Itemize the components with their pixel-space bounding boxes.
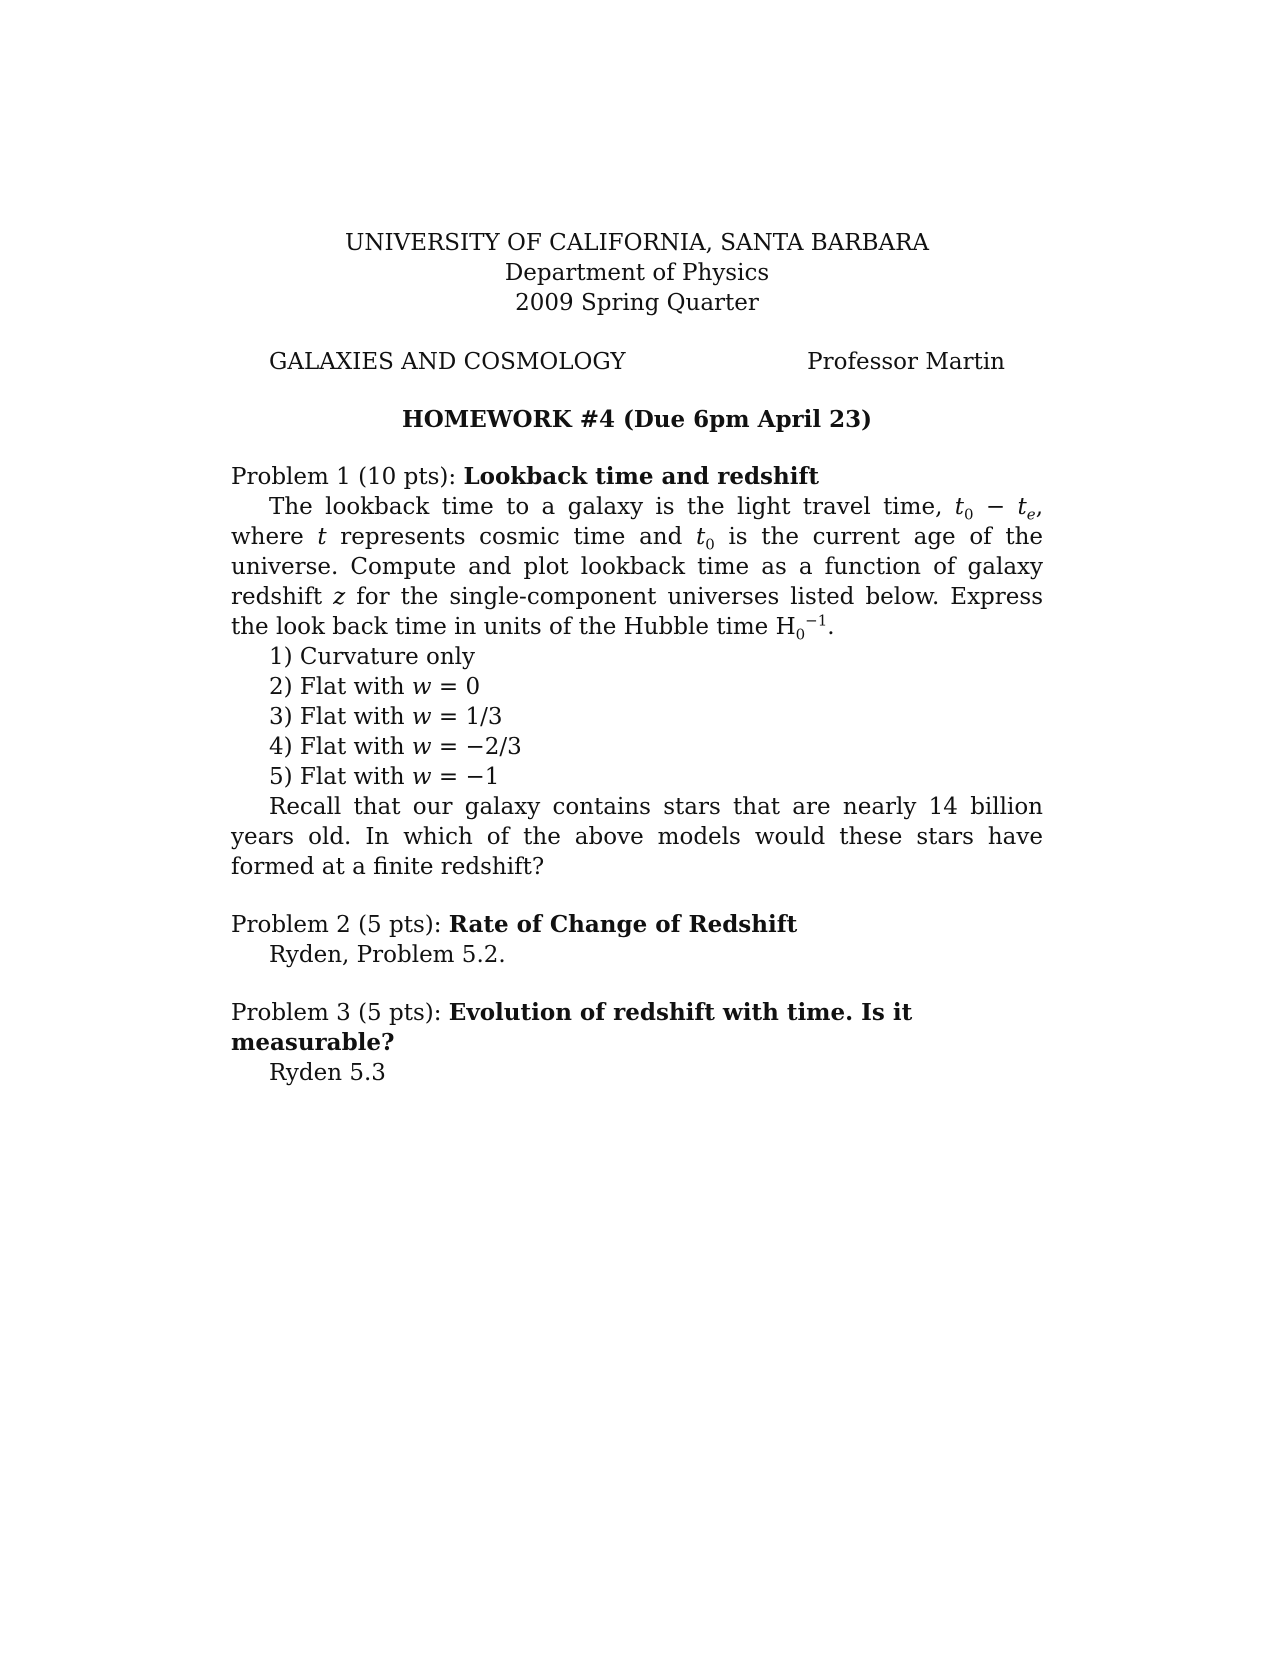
problem-1-recall: Recall that our galaxy contains stars that are nearly 14 billion years old. In which of the above models would these stars have formed at a finite redshift? [231,794,1043,880]
problem-3-heading [231,998,1043,1058]
problem-2 [231,910,1043,970]
problem-2-body: Ryden, Problem 5.2. [269,942,506,968]
term: 2009 Spring Quarter [515,290,759,316]
professor-name: Professor Martin [807,349,1005,375]
university-name: UNIVERSITY OF CALIFORNIA, SANTA BARBARA [344,230,930,256]
list-item: 1) Curvature only [269,644,476,670]
document-page [231,228,1043,1088]
problem-1-label: Problem 1 (10 pts): [231,464,457,490]
problem-1 [231,462,1043,882]
problem-3-label: Problem 3 (5 pts): [231,1000,442,1026]
department-name: Department of Physics [504,260,770,286]
list-item: 2) Flat with w = 0 [269,674,481,700]
list-item: 5) Flat with w = −1 [269,764,500,790]
problem-2-title: Rate of Change of Redshift [448,911,798,938]
list-item: 3) Flat with w = 1/3 [269,704,503,730]
problem-1-heading [231,462,1043,492]
problem-3 [231,998,1043,1088]
problem-1-description: The lookback time to a galaxy is the light travel time, $t_0 - t_e$, where t represents cosmic time and $t_0$ is the current age of the universe. Compute and plot lookback time as a function of galaxy redshift z for the single-component universes listed below. Express the look back time in units of the Hubble time $H_0^{-1}$. [231,494,1043,644]
problem-3-body: Ryden 5.3 [269,1060,386,1086]
problem-1-title: Lookback time and redshift [463,463,819,490]
problem-2-heading [231,910,1043,940]
homework-title: HOMEWORK #4 (Due 6pm April 23) [401,406,873,433]
problem-2-label: Problem 2 (5 pts): [231,912,442,938]
list-item: 4) Flat with w = −2/3 [269,734,522,760]
problem-3-title: Evolution of redshift with time. Is it measurable? [231,999,913,1056]
course-name: GALAXIES AND COSMOLOGY [269,349,626,375]
course-row [231,347,1043,377]
